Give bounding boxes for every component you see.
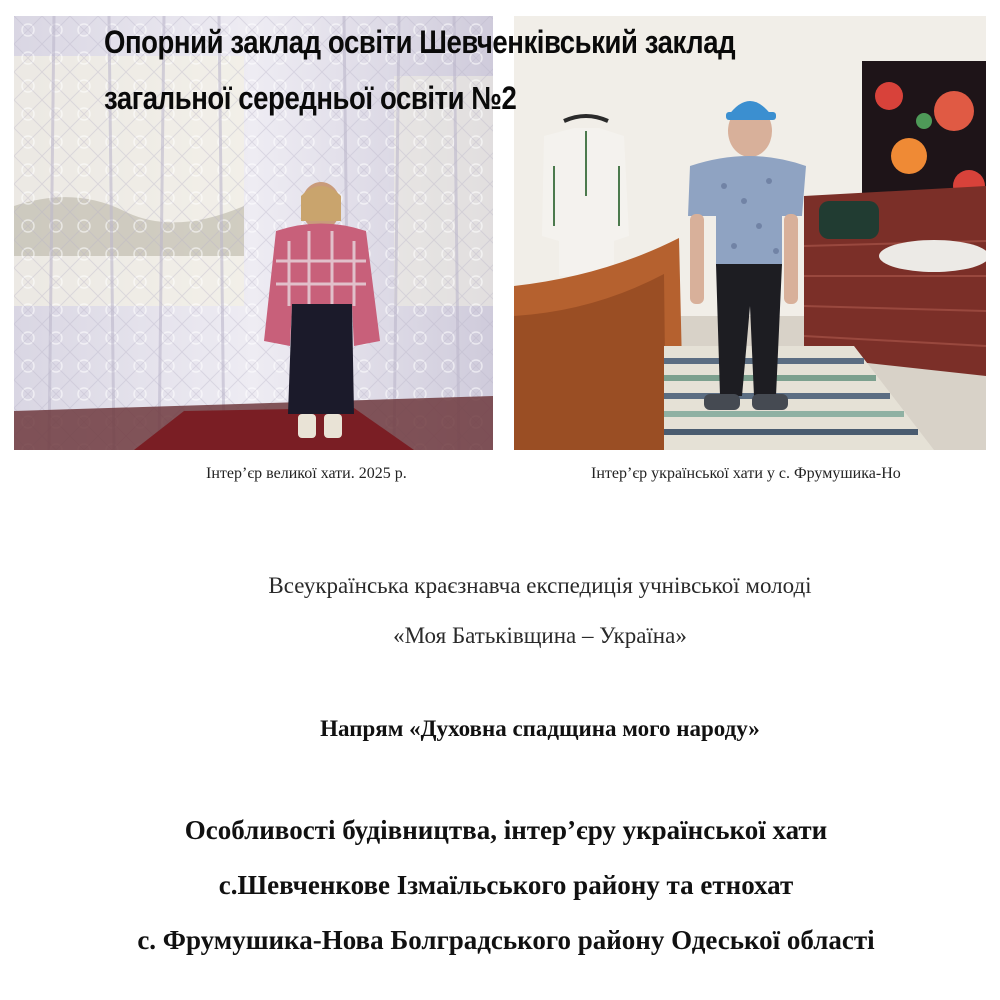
topic-line-3: с. Фрумушика-Нова Болградського району Одеської області	[137, 925, 875, 955]
school-name-heading	[104, 14, 844, 126]
school-name-line-2: загальної середньої освіти №2	[104, 80, 517, 116]
direction-heading: Напрям «Духовна спадщина мого народу»	[320, 716, 760, 741]
school-name-line-1: Опорний заклад освіти Шевченківський заклад	[104, 24, 736, 60]
topic-line-2: с.Шевченкове Ізмаїльського району та етнохат	[218, 870, 794, 900]
caption-ukrainian-house: Інтер’єр української хати у с. Фрумушика-Но	[591, 465, 901, 482]
expedition-subtitle: «Моя Батьківщина – Україна»	[393, 623, 687, 648]
caption-big-house: Інтер’єр великої хати. 2025 р.	[206, 465, 407, 482]
expedition-title: Всеукраїнська краєзнавча експедиція учнівської молоді	[268, 573, 812, 598]
topic-line-1: Особливості будівництва, інтер’єру української хати	[184, 815, 828, 845]
